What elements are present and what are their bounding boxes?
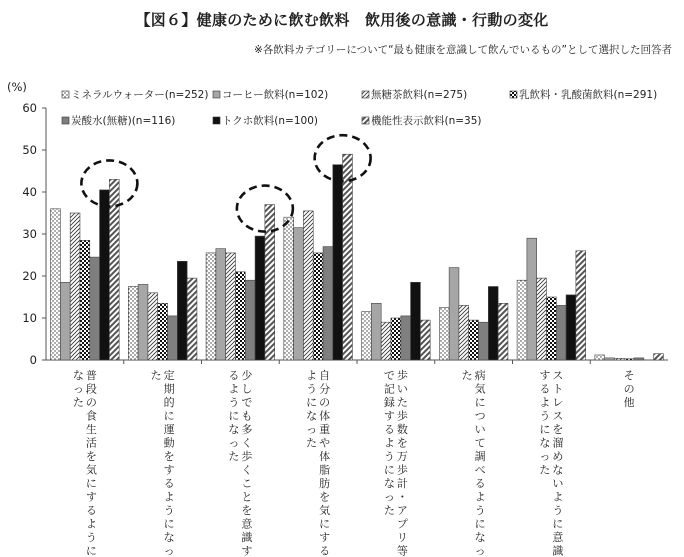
y-tick-label: 50 bbox=[22, 143, 37, 157]
category-label-char: な bbox=[228, 423, 240, 436]
bar bbox=[177, 261, 187, 360]
category-label-char: 記 bbox=[383, 382, 395, 396]
category-label-char: と bbox=[241, 490, 253, 504]
legend-label: 乳飲料・乳酸菌飲料(n=291) bbox=[519, 89, 658, 101]
category-label-char: な bbox=[552, 463, 564, 477]
category-label-char: 段 bbox=[85, 382, 97, 396]
category-label-char: を bbox=[85, 450, 97, 463]
category-label-char: た bbox=[461, 369, 473, 382]
category-label-char: こ bbox=[241, 477, 253, 490]
bar bbox=[226, 253, 236, 360]
legend-label: 機能性表示飲料(n=35) bbox=[371, 115, 482, 127]
bars bbox=[51, 154, 664, 360]
bar bbox=[284, 217, 294, 360]
bar bbox=[566, 295, 576, 360]
category-label-char: す bbox=[539, 369, 551, 382]
legend-label: ミネラルウォーター(n=252) bbox=[71, 89, 209, 101]
category-label-char: 的 bbox=[163, 396, 175, 409]
category-label-char: よ bbox=[539, 396, 551, 409]
category-label-char: よ bbox=[552, 490, 564, 504]
bar bbox=[294, 228, 304, 360]
category-label-char: の bbox=[85, 396, 97, 409]
category-label-char: リ bbox=[396, 531, 408, 544]
bar bbox=[537, 278, 547, 360]
bar bbox=[449, 268, 459, 360]
category-label bbox=[306, 369, 330, 557]
bar bbox=[411, 282, 421, 360]
respondent-note: ※各飲料カテゴリーについて“最も健康を意識して飲んでいるもの”として選択した回答者 bbox=[253, 44, 672, 56]
category-label-char: 多 bbox=[241, 423, 253, 436]
category-label-char: 病 bbox=[474, 369, 486, 382]
category-label-char: る bbox=[319, 544, 331, 557]
category-label-char: 定 bbox=[163, 369, 175, 382]
category-label-char: た bbox=[228, 450, 240, 463]
category-label-char: に bbox=[163, 409, 175, 423]
category-label-char: に bbox=[474, 396, 486, 409]
legend-swatch bbox=[213, 117, 220, 124]
category-label-char: な bbox=[383, 477, 395, 490]
bar bbox=[654, 354, 664, 360]
y-tick-label: 10 bbox=[22, 311, 37, 325]
category-label-char: 溜 bbox=[552, 436, 564, 450]
category-label-char: 普 bbox=[85, 369, 97, 382]
bar bbox=[401, 316, 411, 360]
legend-label: 無糖茶飲料(n=275) bbox=[371, 89, 468, 101]
bar bbox=[313, 253, 323, 360]
bar bbox=[624, 359, 634, 360]
category-label-char: っ bbox=[163, 544, 175, 557]
bar bbox=[90, 257, 100, 360]
category-label-char: す bbox=[241, 544, 253, 557]
bar bbox=[128, 287, 138, 361]
category-label-char: 活 bbox=[85, 436, 97, 450]
category-label-char: ス bbox=[552, 369, 564, 382]
category-label-char: に bbox=[306, 396, 318, 409]
category-label-char: 意 bbox=[552, 531, 564, 544]
category-label-char: よ bbox=[228, 382, 240, 396]
legend-swatch bbox=[62, 91, 69, 98]
category-label-char: 万 bbox=[396, 450, 408, 463]
bar bbox=[527, 238, 537, 360]
category-label-char: す bbox=[163, 463, 175, 477]
category-label-char: な bbox=[163, 531, 175, 544]
category-label-char: な bbox=[306, 409, 318, 423]
legend-swatch bbox=[362, 91, 369, 98]
bar bbox=[265, 205, 275, 360]
category-label-char: 脂 bbox=[319, 463, 331, 477]
category-label-char: で bbox=[241, 396, 253, 409]
y-tick-label: 40 bbox=[22, 185, 37, 199]
category-label-char: つ bbox=[474, 409, 486, 423]
category-label-char: 少 bbox=[241, 369, 253, 382]
category-label-char: い bbox=[474, 423, 486, 436]
legend-label: コーヒー飲料(n=102) bbox=[222, 89, 329, 101]
bar bbox=[138, 284, 148, 360]
category-label-char: た bbox=[306, 436, 318, 450]
category-label-char: く bbox=[241, 463, 253, 477]
category-label-char: よ bbox=[383, 436, 395, 450]
category-label-char: う bbox=[474, 504, 486, 517]
category-label-char: そ bbox=[623, 369, 635, 382]
category-label-char: た bbox=[539, 463, 551, 477]
category-label-char: 歩 bbox=[396, 369, 408, 382]
bar bbox=[216, 249, 226, 360]
category-label-char: 生 bbox=[85, 423, 97, 436]
category-label-char: る bbox=[383, 423, 395, 436]
category-label-char: プ bbox=[396, 517, 408, 531]
category-label-char: う bbox=[228, 396, 240, 409]
category-label-char: に bbox=[228, 409, 240, 423]
bar bbox=[488, 287, 498, 361]
category-label-char: っ bbox=[539, 450, 551, 463]
bar bbox=[576, 251, 586, 360]
bar bbox=[391, 318, 401, 360]
category-label-char: う bbox=[163, 504, 175, 517]
category-label-char: 歩 bbox=[396, 409, 408, 423]
bar bbox=[100, 190, 110, 360]
category-label-char: す bbox=[85, 490, 97, 504]
legend-label: 炭酸水(無糖)(n=116) bbox=[71, 115, 176, 127]
category-label-char: 自 bbox=[319, 369, 331, 382]
category-label-char: っ bbox=[228, 436, 240, 450]
bar bbox=[469, 320, 479, 360]
y-tick-label: 30 bbox=[22, 227, 37, 241]
category-label-char: に bbox=[383, 463, 395, 477]
category-label bbox=[73, 368, 97, 557]
bar bbox=[158, 303, 168, 360]
category-label-char: に bbox=[85, 477, 97, 490]
category-label-char: に bbox=[552, 517, 564, 531]
y-tick-label: 20 bbox=[22, 269, 37, 283]
category-label-char: 気 bbox=[85, 463, 97, 477]
category-label-char: よ bbox=[163, 490, 175, 504]
bar bbox=[206, 253, 216, 360]
category-label-char: め bbox=[552, 450, 564, 463]
bar bbox=[70, 213, 80, 360]
category-label-char: 動 bbox=[163, 436, 175, 450]
bar bbox=[60, 282, 70, 360]
category-label-char: 体 bbox=[319, 450, 331, 463]
category-label-char: よ bbox=[474, 490, 486, 504]
bar bbox=[546, 297, 556, 360]
highlight-circles bbox=[81, 135, 370, 231]
category-label-char: な bbox=[474, 531, 486, 544]
bar bbox=[498, 303, 508, 360]
category-label-char: う bbox=[383, 450, 395, 463]
category-label-char: 気 bbox=[474, 382, 486, 396]
chart-title: 【図６】健康のために飲む飲料 飲用後の意識・行動の変化 bbox=[135, 11, 549, 29]
bar bbox=[235, 272, 245, 360]
bar bbox=[517, 280, 527, 360]
category-label-char: す bbox=[383, 409, 395, 423]
category-label-char: る bbox=[163, 477, 175, 490]
category-label-char: 歩 bbox=[241, 450, 253, 463]
legend-swatch bbox=[213, 91, 220, 98]
bar bbox=[479, 322, 489, 360]
bar bbox=[187, 278, 197, 360]
category-label-char: て bbox=[474, 436, 486, 450]
category-label-char: な bbox=[72, 369, 84, 382]
y-tick-label: 60 bbox=[22, 101, 37, 115]
category-label-char: う bbox=[306, 382, 318, 396]
category-label-char: 歩 bbox=[396, 463, 408, 477]
category-label-char: 識 bbox=[552, 544, 564, 557]
bar bbox=[323, 247, 333, 360]
bar bbox=[420, 320, 430, 360]
category-label-char: レ bbox=[552, 396, 564, 409]
bar bbox=[303, 211, 313, 360]
category-label-char: に bbox=[163, 517, 175, 531]
category-label-char: る bbox=[85, 504, 97, 517]
category-label-char: 意 bbox=[241, 517, 253, 531]
category-label-char: う bbox=[539, 409, 551, 423]
category-label-char: た bbox=[396, 396, 408, 409]
category-label-char: 調 bbox=[474, 450, 486, 463]
category-label-char: の bbox=[623, 382, 635, 396]
category-label-char: も bbox=[241, 409, 253, 423]
bar bbox=[614, 358, 624, 360]
category-label-char: べ bbox=[474, 463, 486, 477]
category-label-char: 他 bbox=[623, 396, 635, 409]
category-label-char: 気 bbox=[319, 504, 331, 517]
bar bbox=[595, 355, 605, 360]
category-label-char: 数 bbox=[396, 423, 408, 436]
bar bbox=[605, 358, 615, 360]
category-label-char: る bbox=[228, 369, 240, 382]
category-label-char: に bbox=[319, 517, 331, 531]
y-axis-unit: (%) bbox=[7, 80, 27, 94]
category-label-char: な bbox=[539, 436, 551, 450]
bar bbox=[459, 305, 469, 360]
category-label bbox=[228, 368, 252, 557]
category-label-char: い bbox=[552, 477, 564, 490]
category-label-char: 肪 bbox=[319, 477, 331, 490]
category-label-char: を bbox=[163, 450, 175, 463]
category-label bbox=[624, 369, 635, 409]
bar bbox=[371, 303, 381, 360]
category-label-char: を bbox=[552, 423, 564, 436]
category-label-char: す bbox=[319, 531, 331, 544]
category-label-char: っ bbox=[72, 382, 84, 396]
bar bbox=[381, 322, 391, 360]
category-label-char: っ bbox=[383, 490, 395, 504]
category-labels bbox=[73, 368, 635, 557]
category-label-char: よ bbox=[306, 369, 318, 382]
bar bbox=[80, 240, 90, 360]
category-label-char: 等 bbox=[396, 544, 408, 557]
category-label-char: 食 bbox=[85, 409, 97, 423]
category-label-char: に bbox=[85, 544, 97, 557]
category-label-char: 録 bbox=[383, 396, 395, 409]
category-label-char: 計 bbox=[396, 477, 408, 490]
category-label-char: ト bbox=[552, 382, 564, 396]
category-label bbox=[151, 369, 175, 557]
category-label-char: を bbox=[241, 504, 253, 517]
category-label-char: を bbox=[396, 436, 408, 450]
category-label-char: や bbox=[319, 436, 331, 450]
category-label-char: し bbox=[241, 382, 253, 396]
bar bbox=[148, 293, 158, 360]
category-label-char: る bbox=[539, 382, 551, 396]
category-label bbox=[384, 369, 408, 557]
bar bbox=[255, 236, 265, 360]
legend-swatch bbox=[362, 117, 369, 124]
category-label-char: た bbox=[150, 369, 162, 382]
category-label-char: 体 bbox=[319, 409, 331, 423]
category-label-char: く bbox=[241, 436, 253, 450]
category-label-char: で bbox=[383, 369, 395, 382]
bar bbox=[634, 358, 644, 360]
category-label-char: よ bbox=[85, 517, 97, 531]
category-label-char: を bbox=[319, 490, 331, 504]
legend bbox=[62, 88, 657, 127]
category-label-char: っ bbox=[474, 544, 486, 557]
bar bbox=[333, 165, 343, 360]
category-label-char: 分 bbox=[319, 382, 331, 396]
category-label-char: た bbox=[72, 396, 84, 409]
category-label-char: 重 bbox=[319, 423, 331, 436]
category-label-char: ア bbox=[396, 504, 408, 517]
category-label-char: う bbox=[552, 504, 564, 517]
category-label-char: ス bbox=[552, 409, 564, 423]
category-label-char: に bbox=[539, 423, 551, 436]
category-label-char: う bbox=[85, 531, 97, 544]
category-label-char: の bbox=[319, 396, 331, 409]
category-label bbox=[462, 369, 486, 557]
bar bbox=[556, 305, 566, 360]
bar bbox=[168, 316, 178, 360]
category-label-char: ・ bbox=[396, 490, 408, 504]
category-label-char: 期 bbox=[163, 382, 175, 396]
y-tick-label: 0 bbox=[29, 353, 37, 367]
category-label-char: に bbox=[474, 517, 486, 531]
category-label-char: 識 bbox=[241, 531, 253, 544]
legend-label: トクホ飲料(n=100) bbox=[222, 115, 318, 127]
legend-swatch bbox=[510, 91, 517, 98]
bar bbox=[245, 280, 255, 360]
legend-swatch bbox=[62, 117, 69, 124]
category-label-char: い bbox=[396, 382, 408, 396]
bar bbox=[51, 209, 61, 360]
category-label-char: 運 bbox=[163, 423, 175, 436]
bar bbox=[343, 154, 353, 360]
category-label-char: っ bbox=[306, 423, 318, 436]
category-label-char: る bbox=[474, 477, 486, 490]
category-label bbox=[539, 369, 563, 557]
bar bbox=[439, 308, 449, 361]
category-label-char: た bbox=[383, 504, 395, 517]
bar bbox=[362, 312, 372, 360]
